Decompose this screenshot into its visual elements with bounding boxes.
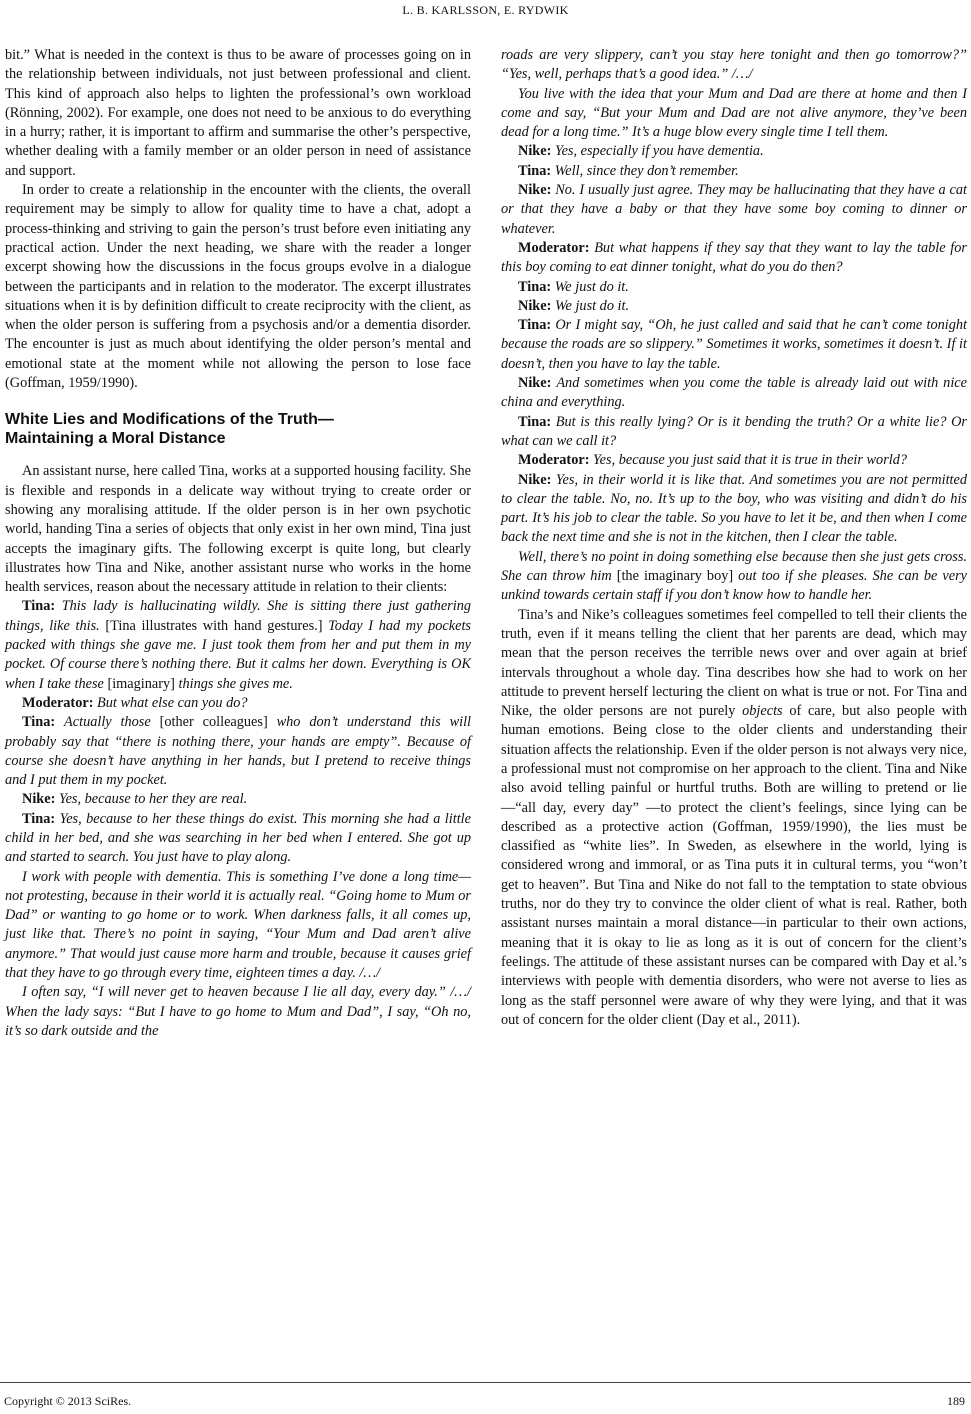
speaker-label: Tina: [22,714,56,731]
quote-text: Yes, because to her they are real. [58,791,248,808]
quote-text: We just do it. [554,297,630,314]
section-heading-line: Maintaining a Moral Distance [5,430,226,448]
dialogue-line [501,181,967,239]
quote-text: Yes, because to her these things do exist. This morning she had a little child in her bed, and she was searching in her bed when I entered. She got up and started to search. You just have to play along. [5,810,471,866]
speaker-label: Moderator: [518,452,590,469]
quote-text: Actually those [64,714,151,731]
quote-paragraph: roads are very slippery, can’t you stay here tonight and then go tomorrow?” “Yes, well, perhaps that’s a good idea.” /…/ [501,47,967,83]
speaker-label: Tina: [22,810,56,827]
quote-text: Or I might say, “Oh, he just called and said that he can’t come tonight because the roads are so slippery.” Sometimes it works, sometimes it doesn’t. If it doesn’t, then you have to lay the table. [501,317,967,372]
quote-text: Today I had my pockets packed with things she gave me. I just took them from her and put them in my pocket. Of course there’s nothing there. But it calms her down. Everything is OK when I take these [5,617,471,692]
dialogue-line [5,810,471,868]
quote-text: But what happens if they say that they want to lay the table for this boy coming to eat dinner tonight, what do you do then? [501,239,967,276]
paragraph: bit.” What is needed in the context is thus to be aware of processes going on in the relationship between individuals, not just between professional and client. This kind of approach also helps to lighten the professional’s own workload (Rönning, 2002). For example, one does not need to be anxious to do everything in a hurry; rather, it is important to affirm and summarise the other’s perspective, whether dealing with a family member or an older person in need of assistance and support. [5,47,471,179]
dialogue-line [501,471,967,548]
quote-paragraph: I often say, “I will never get to heaven because I lie all day, every day.” /…/ When the lady says: “But I have to go home to Mum and Dad”, I say, “Oh no, it’s so dark outside and the [5,984,471,1039]
dialogue-line [5,597,471,693]
speaker-label: Nike: [518,471,552,488]
quote-text: No. I usually just agree. They may be hallucinating that they have a cat or that they have a baby or that they have some boy coming to dinner or whatever. [501,182,968,237]
paragraph: In order to create a relationship in the encounter with the clients, the overall requirement may be simply to allow for quality time to have a chat, adopt a process-thinking and striving to gain the person’s trust before even initiating any practical action. Under the next heading, we share with the reader a longer excerpt showing how the discussions in the focus groups evolve in a dialogue between the participants and in relation to the moderator. The excerpt illustrates situations when it is by definition difficult to create reciprocity with the client, as when the older person is suffering from a psychosis and/or a dementia disorder. The encounter is just as much about identifying the older person’s mental and emotional state at the moment while not allowing the person to lose face (Goffman, 1959/1990). [5,182,471,392]
section-heading [5,410,471,448]
dialogue-line [501,162,967,181]
speaker-label: Nike: [518,143,552,160]
running-header: L. B. KARLSSON, E. RYDWIK [402,3,569,17]
footer-rule [0,1382,971,1383]
dialogue-line [501,142,967,161]
quote-paragraph: I work with people with dementia. This is something I’ve done a long time—not protesting, because in their world it is actually real. “Going home to Mum or Dad” or wanting to go home or to work. When darkness falls, it all comes up, just like that. There’s no point in saying, “Your Mum and Dad aren’t alive anymore.” That would just cause more harm and trouble, because it causes grief that they have to go through every time, eighteen times a day. /…/ [5,868,471,982]
dialogue-line [501,413,967,452]
bracket-note: [the imaginary boy] [616,568,734,585]
section-heading-line: White Lies and Modifications of the Truth— [5,411,334,429]
quote-text: who don’t understand this will probably say that “there is nothing there, your hands are empty”. Because of course she doesn’t have anything in her hands, but I pretend to receive things and I put them in my pocket. [5,714,472,789]
dialogue-line [501,239,967,278]
right-column [501,46,967,1030]
quote-text: out too if she pleases. She can be very unkind towards certain staff if you don’t know how to handle her. [501,568,967,604]
bracket-note: [other colleagues] [159,714,268,731]
paragraph: An assistant nurse, here called Tina, works at a supported housing facility. She is flexible and responds in a delicate way without trying to create order or showing any moralising attitude. If the older person is in her own psychotic world, handing Tina a series of objects that only exist in her own mind, Tina just accepts the imaginary gifts. The following excerpt is quite long, but clearly illustrates how Tina and Nike, another assistant nurse who works in the home health services, reason about the necessary attitude in relation to their clients: [5,463,471,596]
emphasis-text: objects [742,703,783,720]
speaker-label: Tina: [518,317,552,334]
quote-paragraph: You live with the idea that your Mum and Dad are there at home and then I come and say, “But your Mum and Dad are not alive anymore, they’ve been dead for a long time.” It’s a huge blow every single time I tell them. [501,85,967,141]
dialogue-line [501,374,967,413]
dialogue-line [501,316,967,374]
left-column [5,46,471,1041]
quote-text: Well, there’s no point in doing something else because then she just gets cross. She can throw him [501,548,967,585]
dialogue-line [5,790,471,809]
speaker-label: Tina: [518,413,552,430]
speaker-label: Tina: [518,162,552,179]
quote-text: But is this really lying? Or is it bending the truth? Or a white lie? Or what can we call it? [501,413,967,449]
body-text: of care, but also people with human emotions. Being close to the older clients and understanding their situation affects the relationship. Even if the older person is not always very nice, a professional must not compromise on her approach to the client. Tina and Nike also avoid telling painful or hurtful truths. Both are willing to pretend or lie—“all day, every day” —to protect the client’s feelings, since lying can be described as a protective action (Goffman, 1959/1990), the lies must be classified as “white lies”. In Sweden, as elsewhere in the world, lying is considered wrong and immoral, or as Tina puts it in cultural terms, you “won’t get to heaven”. But Tina and Nike do not fall to the temptation to state obvious truths, nor do they try to convince the older client of what is real. Rather, both assistant nurses maintain a moral distance—in particular to their own actions, meaning that it is okay to lie as long as it is out of concern for the client’s feelings. The attitude of these assistant nurses can be compared with Day et al.’s interviews with people with dementia disorders, who were not averse to lies as long as the staff personnel were aware of why they were lying, and that it was out of concern for the older client (Day et al., 2011). [501,703,968,1028]
body-text: Tina’s and Nike’s colleagues sometimes feel compelled to tell their clients the truth, even if it means telling the client that her parents are dead, which may mean that the person receives the terrible news over and over again at brief intervals throughout a whole day. Tina describes how she had to work on her attitude to prevent herself lecturing the client on what is true or not. For Tina and Nike, the older persons are not purely [501,606,967,720]
speaker-label: Moderator: [22,694,94,711]
speaker-label: Moderator: [518,239,590,256]
quote-text: Yes, especially if you have dementia. [554,143,764,160]
dialogue-line [501,451,967,470]
speaker-label: Nike: [518,375,552,392]
dialogue-line [5,713,471,790]
speaker-label: Nike: [518,182,552,199]
dialogue-line [501,297,967,316]
speaker-label: Nike: [518,297,552,314]
quote-text: This lady is hallucinating wildly. She is sitting there just gathering things, like this. [5,598,472,634]
quote-text: things she gives me. [178,675,293,692]
bracket-note: [imaginary] [107,675,175,692]
speaker-label: Tina: [22,598,56,615]
bracket-note: [Tina illustrates with hand gestures.] [105,617,323,634]
paragraph [501,606,967,1031]
page-number: 189 [947,1394,965,1408]
quote-text: Well, since they don’t remember. [554,162,739,179]
quote-text: And sometimes when you come the table is already laid out with nice china and everything. [501,375,967,411]
quote-text: We just do it. [554,278,629,295]
copyright-notice: Copyright © 2013 SciRes. [4,1394,132,1408]
quote-paragraph [501,548,967,606]
quote-text: But what else can you do? [97,694,248,711]
speaker-label: Nike: [22,791,56,808]
quote-text: Yes, in their world it is like that. And sometimes you are not permitted to clear the table. No, no. It’s up to the boy, who was visiting and didn’t do his part. It’s his job to clear the table. So you have to let it be, and then when I come back the next time and she is not in the kitchen, then I clear the table. [501,471,968,546]
speaker-label: Tina: [518,278,552,295]
dialogue-line [501,278,967,297]
dialogue-line [5,694,471,713]
quote-text: Yes, because you just said that it is true in their world? [593,452,908,469]
